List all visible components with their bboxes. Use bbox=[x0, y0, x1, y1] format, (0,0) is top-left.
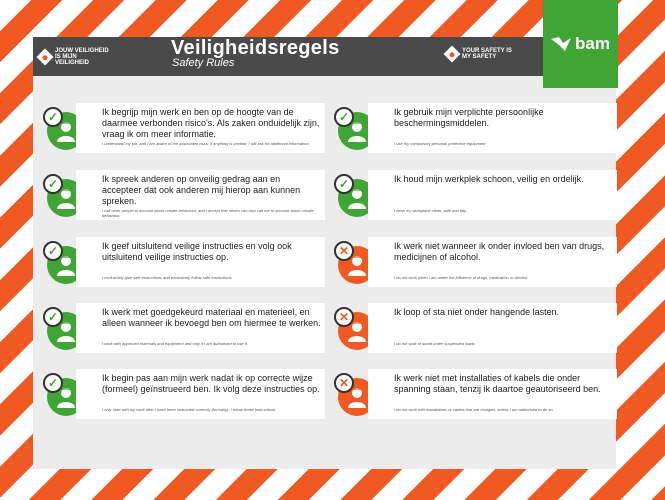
rule-text: Ik spreek anderen op onveilig gedrag aan en accepteer dat ook anderen mij hierop aan kunnen spreken. bbox=[102, 174, 301, 206]
rule-text: Ik geef uitsluitend veilige instructies en volg ook uitsluitend veilige instructies op. bbox=[102, 241, 292, 262]
bam-logo-text: bam bbox=[575, 34, 610, 53]
check-icon: ✓ bbox=[43, 174, 63, 194]
bam-logo bbox=[543, 0, 618, 88]
rule-text: Ik gebruik mijn verplichte persoonlijke beschermingsmiddelen. bbox=[394, 107, 544, 128]
safety-diamond-icon bbox=[37, 49, 54, 66]
rule-card bbox=[368, 303, 617, 353]
check-icon: ✓ bbox=[334, 174, 354, 194]
rule-text: Ik loop of sta niet onder hangende lasten. bbox=[394, 307, 560, 317]
rule-text: Ik werk niet met installaties of kabels die onder spanning staan, tenzij ik daartoe geautoriseerd ben. bbox=[394, 373, 601, 394]
prohibited-icon: ✕ bbox=[334, 241, 354, 261]
rule-text: Ik houd mijn werkplek schoon, veilig en ordelijk. bbox=[394, 174, 584, 184]
rule-text: Ik werk niet wanneer ik onder invloed ben van drugs, medicijnen of alcohol. bbox=[394, 241, 605, 262]
poster-header bbox=[33, 37, 616, 76]
rule-card bbox=[76, 369, 325, 419]
rule-card bbox=[76, 237, 325, 287]
rule-translation: I do not work with installations or cables that are charged, unless I am authorised to do so. bbox=[394, 407, 554, 412]
check-icon: ✓ bbox=[43, 107, 63, 127]
rule-translation: I keep my workplace clean, safe and tidy. bbox=[394, 208, 467, 213]
left-badge bbox=[39, 48, 111, 66]
rule-card bbox=[368, 103, 617, 153]
check-icon: ✓ bbox=[334, 107, 354, 127]
rule-translation: I use my compulsory personal protective equipment. bbox=[394, 141, 487, 146]
rule-text: Ik begrijp mijn werk en ben op de hoogte van de daarmee verbonden risico's. Als zaken onduidelijk zijn, vraag ik om meer informatie. bbox=[102, 107, 320, 139]
prohibited-icon: ✕ bbox=[334, 373, 354, 393]
safety-diamond-icon bbox=[444, 46, 461, 63]
prohibited-icon: ✕ bbox=[334, 307, 354, 327]
check-icon: ✓ bbox=[43, 373, 63, 393]
right-badge bbox=[446, 48, 514, 60]
rule-translation: I do not work when I am under the influence of drugs, medication or alcohol. bbox=[394, 275, 529, 280]
rule-card bbox=[76, 303, 325, 353]
rule-translation: I only start with my work after I have been instructed correctly (formally). I follow these instructions. bbox=[102, 407, 277, 412]
rule-translation: I exclusively give safe instructions and exclusively follow safe instructions. bbox=[102, 275, 233, 280]
rule-card bbox=[368, 237, 617, 287]
rule-text: Ik werk met goedgekeurd materiaal en materieel, en alleen wanneer ik bevoegd ben om hiermee te werken. bbox=[102, 307, 321, 328]
page-title: Veiligheidsregels bbox=[171, 37, 340, 59]
left-badge-text: JOUW VEILIGHEID IS MIJN VEILIGHEID bbox=[55, 48, 109, 66]
rule-card bbox=[368, 170, 617, 220]
bam-wing-icon bbox=[551, 37, 571, 51]
rule-translation: I work with approved materials and equipment and only if I am authorised to use it. bbox=[102, 341, 248, 346]
rule-translation: I call other people to account about unsafe behaviour, and I accept that others can also call me to account about unsafe behaviour. bbox=[102, 208, 314, 218]
rule-card bbox=[76, 103, 325, 153]
page-subtitle: Safety Rules bbox=[172, 57, 235, 69]
rule-translation: I do not walk or stand under suspended loads. bbox=[394, 341, 476, 346]
check-icon: ✓ bbox=[43, 241, 63, 261]
rule-card bbox=[76, 170, 325, 220]
right-badge-text: YOUR SAFETY IS MY SAFETY bbox=[462, 48, 512, 60]
rule-text: Ik begin pas aan mijn werk nadat ik op correcte wijze (formeel) geïnstrueerd ben. Ik volg deze instructies op. bbox=[102, 373, 320, 394]
rule-translation: I understand my job, and I am aware of the associated risks. If anything is unclear, I will ask for additional information. bbox=[102, 141, 310, 146]
check-icon: ✓ bbox=[43, 307, 63, 327]
rule-card bbox=[368, 369, 617, 419]
